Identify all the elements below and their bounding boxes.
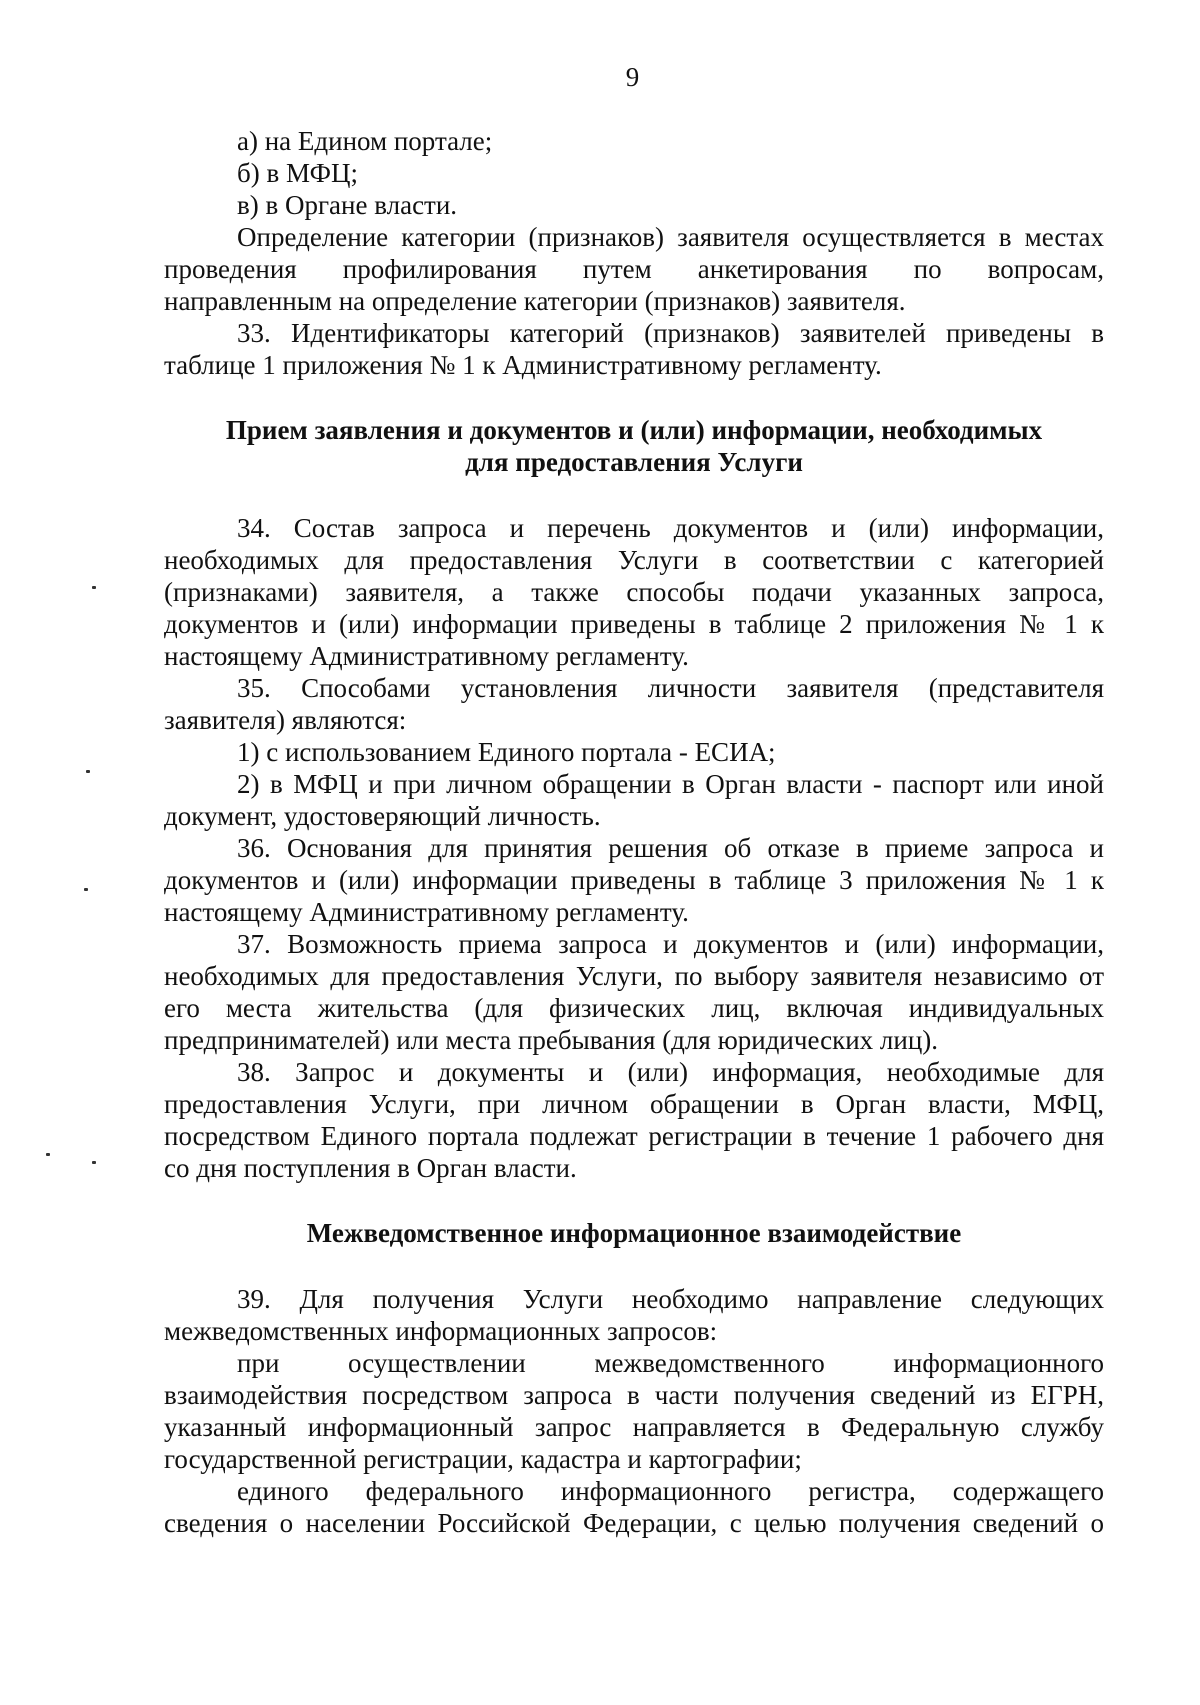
section-heading: Межведомственное информационное взаимодействие: [306, 1218, 962, 1248]
section-heading: Прием заявления и документов и (или) информации, необходимых: [225, 415, 1043, 445]
paragraph-line: 39. Для получения Услуги необходимо направление следующих: [237, 1284, 1104, 1314]
paragraph-line: документ, удостоверяющий личность.: [164, 801, 601, 831]
paragraph-line: 33. Идентификаторы категорий (признаков) заявителей приведены в: [237, 318, 1104, 348]
paragraph-line: 37. Возможность приема запроса и документов и (или) информации,: [237, 929, 1104, 959]
scan-artifact: [92, 586, 96, 589]
paragraph-line: проведения профилирования путем анкетирования по вопросам,: [164, 254, 1104, 284]
paragraph-line: взаимодействия посредством запроса в части получения сведений из ЕГРН,: [164, 1380, 1104, 1410]
paragraph-line: его места жительства (для физических лиц, включая индивидуальных: [164, 993, 1104, 1023]
paragraph-line: настоящему Административному регламенту.: [164, 897, 689, 927]
list-item: 2) в МФЦ и при личном обращении в Орган власти - паспорт или иной: [237, 769, 1104, 799]
paragraph-line: при осуществлении межведомственного информационного: [237, 1348, 1104, 1378]
paragraph-line: сведения о населении Российской Федерации, с целью получения сведений о: [164, 1508, 1104, 1538]
paragraph-line: заявителя) являются:: [164, 705, 407, 735]
paragraph-line: предоставления Услуги, при личном обращении в Орган власти, МФЦ,: [164, 1089, 1104, 1119]
list-item: в) в Органе власти.: [237, 190, 458, 220]
scan-artifact: [86, 770, 90, 773]
paragraph-line: (признаками) заявителя, а также способы подачи указанных запроса,: [164, 577, 1104, 607]
paragraph-line: посредством Единого портала подлежат регистрации в течение 1 рабочего дня: [164, 1121, 1104, 1151]
paragraph-line: настоящему Административному регламенту.: [164, 641, 689, 671]
list-item: а) на Едином портале;: [237, 126, 493, 156]
paragraph-line: предпринимателей) или места пребывания (для юридических лиц).: [164, 1025, 939, 1055]
list-item: б) в МФЦ;: [237, 158, 358, 188]
paragraph-line: 36. Основания для принятия решения об отказе в приеме запроса и: [237, 833, 1104, 863]
paragraph-line: 34. Состав запроса и перечень документов и (или) информации,: [237, 513, 1104, 543]
paragraph-line: документов и (или) информации приведены в таблице 3 приложения № 1 к: [164, 865, 1104, 895]
paragraph-line: направленным на определение категории (признаков) заявителя.: [164, 286, 906, 316]
document-body: [164, 125, 1104, 1539]
scan-artifact: [84, 888, 88, 891]
list-item: 1) с использованием Единого портала - ЕСИА;: [237, 737, 776, 767]
paragraph-line: государственной регистрации, кадастра и картографии;: [164, 1444, 802, 1474]
paragraph-line: необходимых для предоставления Услуги в соответствии с категорией: [164, 545, 1104, 575]
paragraph-line: 35. Способами установления личности заявителя (представителя: [237, 673, 1104, 703]
scan-artifact: [92, 1161, 96, 1164]
paragraph-line: таблице 1 приложения № 1 к Административному регламенту.: [164, 350, 882, 380]
section-heading: для предоставления Услуги: [465, 447, 803, 477]
paragraph-line: единого федерального информационного регистра, содержащего: [237, 1476, 1104, 1506]
paragraph-line: 38. Запрос и документы и (или) информация, необходимые для: [237, 1057, 1104, 1087]
paragraph-line: межведомственных информационных запросов:: [164, 1316, 718, 1346]
paragraph-line: необходимых для предоставления Услуги, по выбору заявителя независимо от: [164, 961, 1104, 991]
scan-artifact: [46, 1153, 50, 1156]
paragraph-line: указанный информационный запрос направляется в Федеральную службу: [164, 1412, 1104, 1442]
page-number: 9: [625, 62, 640, 92]
paragraph-line: Определение категории (признаков) заявителя осуществляется в местах: [237, 222, 1104, 252]
paragraph-line: со дня поступления в Орган власти.: [164, 1153, 577, 1183]
paragraph-line: документов и (или) информации приведены в таблице 2 приложения № 1 к: [164, 609, 1104, 639]
